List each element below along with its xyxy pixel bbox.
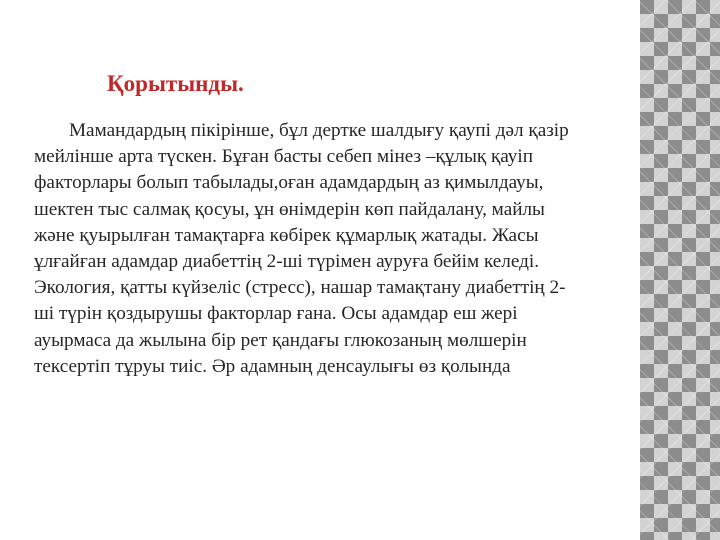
paragraph-line: ші түрін қоздырушы факторлар ғана. Осы адамдар еш жері — [34, 303, 518, 325]
paragraph-line: Мамандардың пікірінше, бұл дертке шалдығу қаупі дәл қазір — [69, 120, 569, 141]
paragraph-line: ұлғайған адамдар диабеттің 2-ші түрімен ауруға бейім келеді. — [34, 251, 540, 273]
slide-title: Қорытынды. — [107, 71, 244, 96]
paragraph-line: ауырмаса да жылына бір рет қандағы глюкозаның мөлшерін — [34, 329, 527, 351]
paragraph-line: мейлінше арта түскен. Бұған басты себеп мінез –құлық қауіп — [34, 146, 534, 168]
decorative-pattern-strip — [640, 0, 720, 540]
paragraph-line: факторлары болып табылады,оған адамдардың аз қимылдауы, — [34, 172, 544, 194]
paragraph-line: шектен тыс салмақ қосуы, ұн өнімдерін көп пайдалану, майлы — [34, 198, 545, 220]
paragraph-line: Экология, қатты күйзеліс (стресс), нашар тамақтану диабеттің 2- — [34, 277, 566, 299]
paragraph-line: тексертіп тұруы тиіс. Әр адамның денсаулығы өз қолында — [34, 355, 511, 377]
body-paragraph — [34, 118, 596, 380]
paragraph-line: және қуырылған тамақтарға көбірек құмарлық жатады. Жасы — [34, 224, 539, 246]
